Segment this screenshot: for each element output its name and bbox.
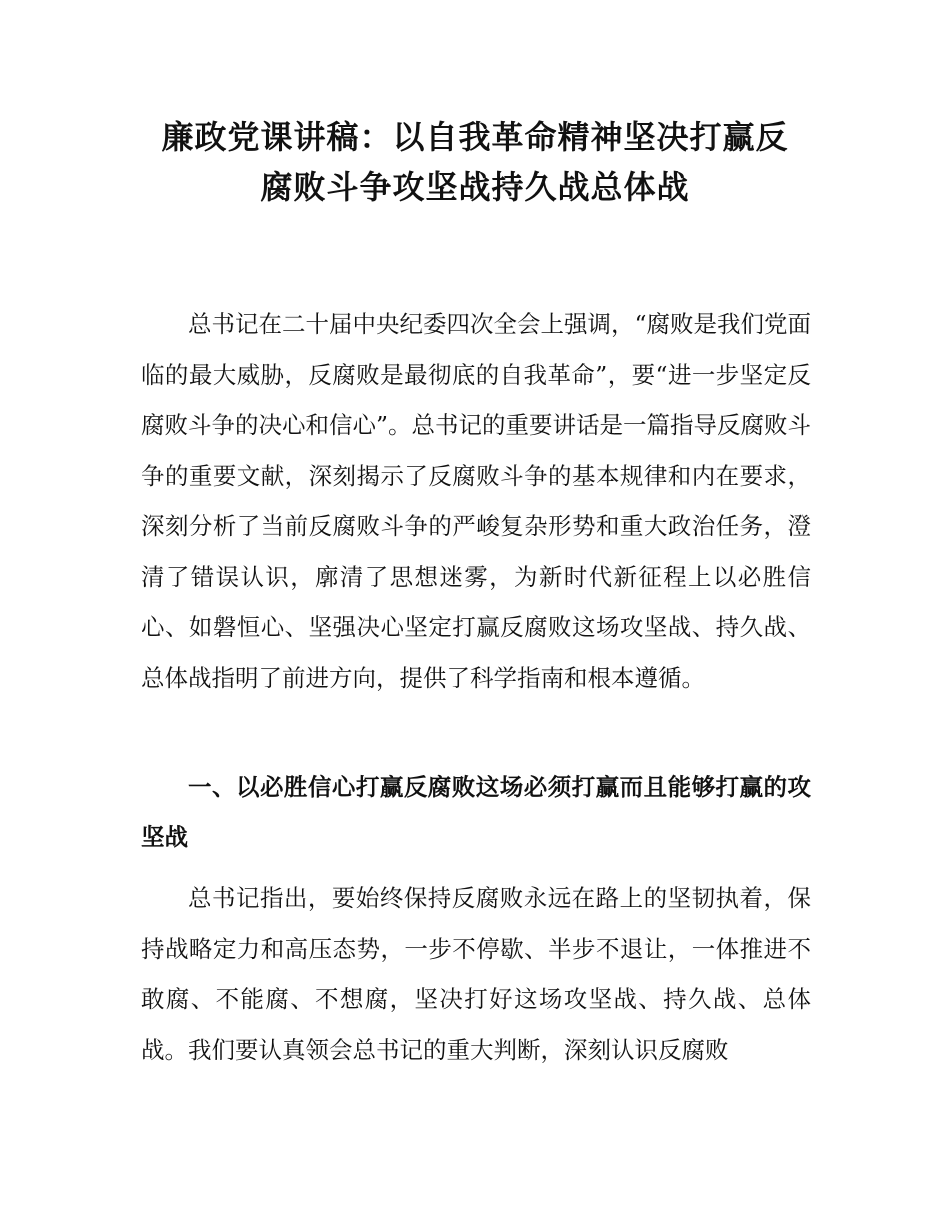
document-title	[120, 112, 830, 212]
title-line-1: 廉政党课讲稿：以自我革命精神坚决打赢反	[161, 118, 789, 156]
title-line-2: 腐败斗争攻坚战持久战总体战	[260, 168, 690, 206]
intro-paragraph: 总书记在二十届中央纪委四次全会上强调，“腐败是我们党面临的最大威胁，反腐败是最彻底的自我革命”，要“进一步坚定反腐败斗争的决心和信心”。总书记的重要讲话是一篇指导反腐败斗争的重要文献，深刻揭示了反腐败斗争的基本规律和内在要求，深刻分析了当前反腐败斗争的严峻复杂形势和重大政治任务，澄清了错误认识，廓清了思想迷雾，为新时代新征程上以必胜信心、如磐恒心、坚强决心坚定打赢反腐败这场攻坚战、持久战、总体战指明了前进方向，提供了科学指南和根本遵循。	[141, 310, 812, 692]
section-heading-1: 一、以必胜信心打赢反腐败这场必须打赢而且能够打赢的攻坚战	[141, 773, 811, 851]
section-1-paragraph: 总书记指出，要始终保持反腐败永远在路上的坚韧执着，保持战略定力和高压态势，一步不停歇、半步不退让，一体推进不敢腐、不能腐、不想腐，坚决打好这场攻坚战、持久战、总体战。我们要认真领会总书记的重大判断，深刻认识反腐败	[141, 884, 811, 1064]
